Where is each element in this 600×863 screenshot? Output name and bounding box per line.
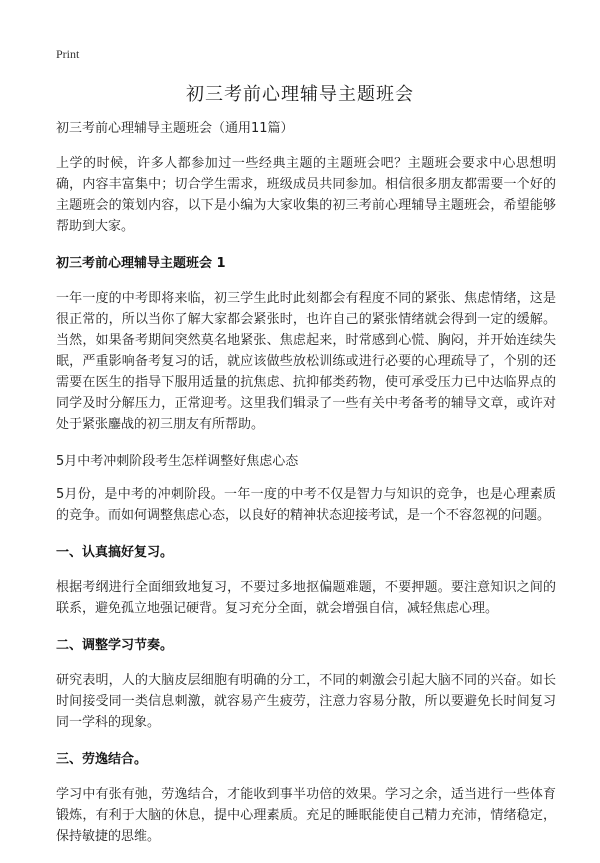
point-heading-3: 三、劳逸结合。: [56, 752, 148, 767]
point-paragraph-2: 研究表明，人的大脑皮层细胞有明确的分工，不同的刺激会引起大脑不同的兴奋。如长时间接受同一类信息刺激，就容易产生疲劳，注意力容易分散，所以要避免长时间复习同一学科的现象。: [56, 673, 556, 730]
section-heading: 初三考前心理辅导主题班会 1: [56, 256, 226, 271]
document-body: [56, 118, 556, 863]
point-paragraph-1: 根据考纲进行全面细致地复习，不要过多地抠偏题难题，不要押题。要注意知识之间的联系，避免孤立地强记硬背。复习充分全面，就会增强自信，减轻焦虑心理。: [56, 580, 556, 616]
article-heading: 5月中考冲刺阶段考生怎样调整好焦虑心态: [56, 454, 299, 469]
document-subtitle: 初三考前心理辅导主题班会（通用11篇）: [56, 121, 294, 136]
point-heading-2: 二、调整学习节奏。: [56, 638, 174, 653]
article-intro-paragraph: 5月份，是中考的冲刺阶段。一年一度的中考不仅是智力与知识的竞争，也是心理素质的竞争。而如何调整焦虑心态，以良好的精神状态迎接考试，是一个不容忽视的问题。: [56, 487, 556, 523]
page-title: 初三考前心理辅导主题班会: [186, 84, 414, 105]
print-link[interactable]: Print: [56, 47, 80, 61]
point-heading-1: 一、认真搞好复习。: [56, 545, 174, 560]
intro-paragraph: 上学的时候，许多人都参加过一些经典主题的主题班会吧？主题班会要求中心思想明确，内容丰富集中；切合学生需求，班级成员共同参加。相信很多朋友都需要一个好的主题班会的策划内容，以下是小编为大家收集的初三考前心理辅导主题班会，希望能够帮助到大家。: [56, 156, 556, 234]
section-paragraph: 一年一度的中考即将来临，初三学生此时此刻都会有程度不同的紧张、焦虑情绪，这是很正常的，所以当你了解大家都会紧张时，也许自己的紧张情绪就会得到一定的缓解。当然，如果备考期间突然莫名地紧张、焦虑起来，时常感到心慌、胸闷，并开始连续失眠，严重影响备考复习的话，就应该做些放松训练或进行必要的心理疏导了，个别的还需要在医生的指导下服用适量的抗焦虑、抗抑郁类药物，使可承受压力已中达临界点的同学及时分解压力，正常迎考。这里我们辑录了一些有关中考备考的辅导文章，或许对处于紧张鏖战的初三朋友有所帮助。: [56, 291, 556, 432]
point-paragraph-3: 学习中有张有弛，劳逸结合，才能收到事半功倍的效果。学习之余，适当进行一些体育锻炼，有利于大脑的休息，提中心理素质。充足的睡眠能使自己精力充沛，情绪稳定，保持敏捷的思维。: [56, 787, 556, 844]
